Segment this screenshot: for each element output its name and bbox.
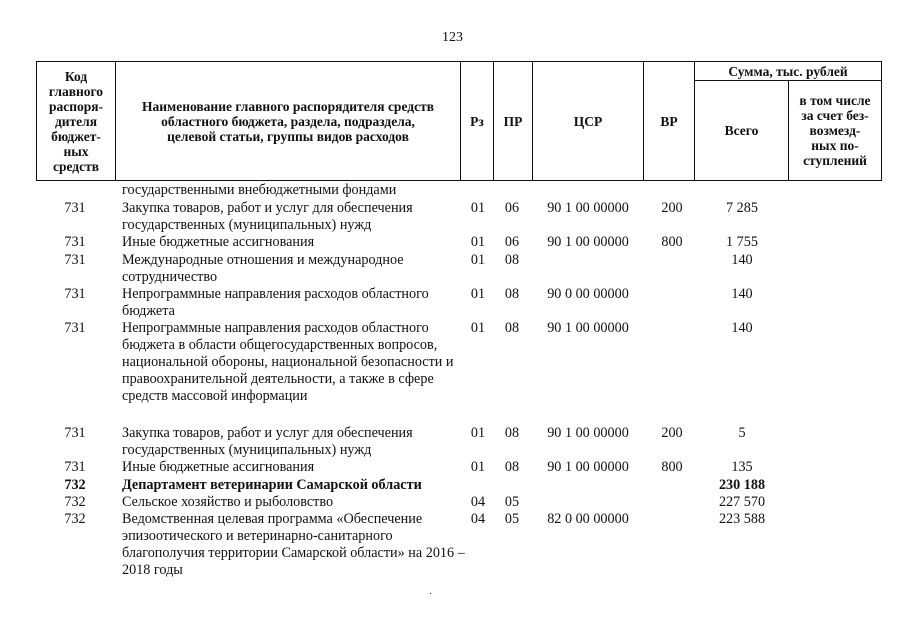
row-total: 140 (731, 320, 753, 336)
row-pr: 08 (504, 286, 520, 302)
row-name: Непрограммные направления расходов областного бюджета в области общегосударственных вопросов, национальной обороны, национальной безопасности и правоохранительной деятельности, а также в сфере средств массовой информации (122, 320, 454, 404)
row-code: 732 (64, 477, 86, 493)
header-code: Код главного распоря- дителя бюджет- ных средств (37, 62, 116, 181)
row-csr: 90 0 00 00000 (547, 286, 629, 302)
header-name: Наименование главного распорядителя средств областного бюджета, раздела, подраздела, целевой статьи, группы видов расходов (116, 62, 461, 181)
row-total: 5 (738, 425, 746, 441)
header-pr: ПР (494, 62, 533, 181)
row-rz: 01 (470, 234, 486, 250)
row-code: 731 (64, 425, 86, 441)
row-total: 1 755 (726, 234, 758, 250)
row-rz: 01 (470, 320, 486, 336)
header-sum: Сумма, тыс. рублей (695, 62, 882, 81)
row-vr: 200 (661, 200, 683, 216)
row-total: 135 (731, 459, 753, 475)
row-total: 230 188 (718, 477, 766, 493)
header-vr: ВР (644, 62, 695, 181)
row-csr: 90 1 00 00000 (547, 320, 629, 336)
row-code: 731 (64, 320, 86, 336)
row-csr: 90 1 00 00000 (547, 459, 629, 475)
row-pr: 08 (504, 252, 520, 268)
row-name: Международные отношения и международное сотрудничество (122, 252, 404, 285)
row-total: 7 285 (726, 200, 758, 216)
row-pr: 05 (504, 511, 520, 527)
row-csr: 90 1 00 00000 (547, 425, 629, 441)
row-name: Иные бюджетные ассигнования (122, 234, 315, 250)
row-vr: 800 (661, 234, 683, 250)
row-vr: 800 (661, 459, 683, 475)
row-code: 731 (64, 286, 86, 302)
row-code: 732 (64, 511, 86, 527)
row-name: государственными внебюджетными фондами (122, 182, 397, 198)
row-name: Ведомственная целевая программа «Обеспечение эпизоотического и ветеринарно-санитарного благополучия территории Самарской области» на 2016 –2018 годы (122, 511, 465, 578)
row-name: Закупка товаров, работ и услуг для обеспечения государственных (муниципальных) нужд (122, 200, 413, 233)
row-code: 731 (64, 200, 86, 216)
row-total: 223 588 (718, 511, 766, 527)
row-code: 731 (64, 459, 86, 475)
row-code: 732 (64, 494, 86, 510)
row-name: Департамент ветеринарии Самарской области (122, 477, 422, 493)
row-pr: 06 (504, 200, 520, 216)
row-rz: 01 (470, 200, 486, 216)
row-name: Непрограммные направления расходов областного бюджета (122, 286, 429, 319)
row-pr: 06 (504, 234, 520, 250)
row-csr: 90 1 00 00000 (547, 200, 629, 216)
row-rz: 01 (470, 252, 486, 268)
row-csr: 82 0 00 00000 (547, 511, 629, 527)
row-total: 227 570 (718, 494, 766, 510)
row-rz: 04 (470, 511, 486, 527)
row-rz: 04 (470, 494, 486, 510)
row-name: Иные бюджетные ассигнования (122, 459, 315, 475)
row-pr: 08 (504, 425, 520, 441)
row-pr: 08 (504, 459, 520, 475)
stray-dot: · (429, 589, 433, 600)
table-header (36, 61, 882, 181)
row-rz: 01 (470, 459, 486, 475)
row-rz: 01 (470, 425, 486, 441)
row-pr: 08 (504, 320, 520, 336)
header-total: Всего (695, 81, 789, 181)
row-vr: 200 (661, 425, 683, 441)
row-code: 731 (64, 234, 86, 250)
header-csr: ЦСР (533, 62, 644, 181)
page-number: 123 (442, 30, 463, 45)
row-csr: 90 1 00 00000 (547, 234, 629, 250)
row-name: Закупка товаров, работ и услуг для обеспечения государственных (муниципальных) нужд (122, 425, 413, 458)
row-pr: 05 (504, 494, 520, 510)
header-free: в том числе за счет без- возмезд- ных по- ступлений (789, 81, 882, 181)
row-total: 140 (731, 252, 753, 268)
row-name: Сельское хозяйство и рыболовство (122, 494, 334, 510)
row-rz: 01 (470, 286, 486, 302)
row-total: 140 (731, 286, 753, 302)
header-rz: Рз (461, 62, 494, 181)
row-code: 731 (64, 252, 86, 268)
